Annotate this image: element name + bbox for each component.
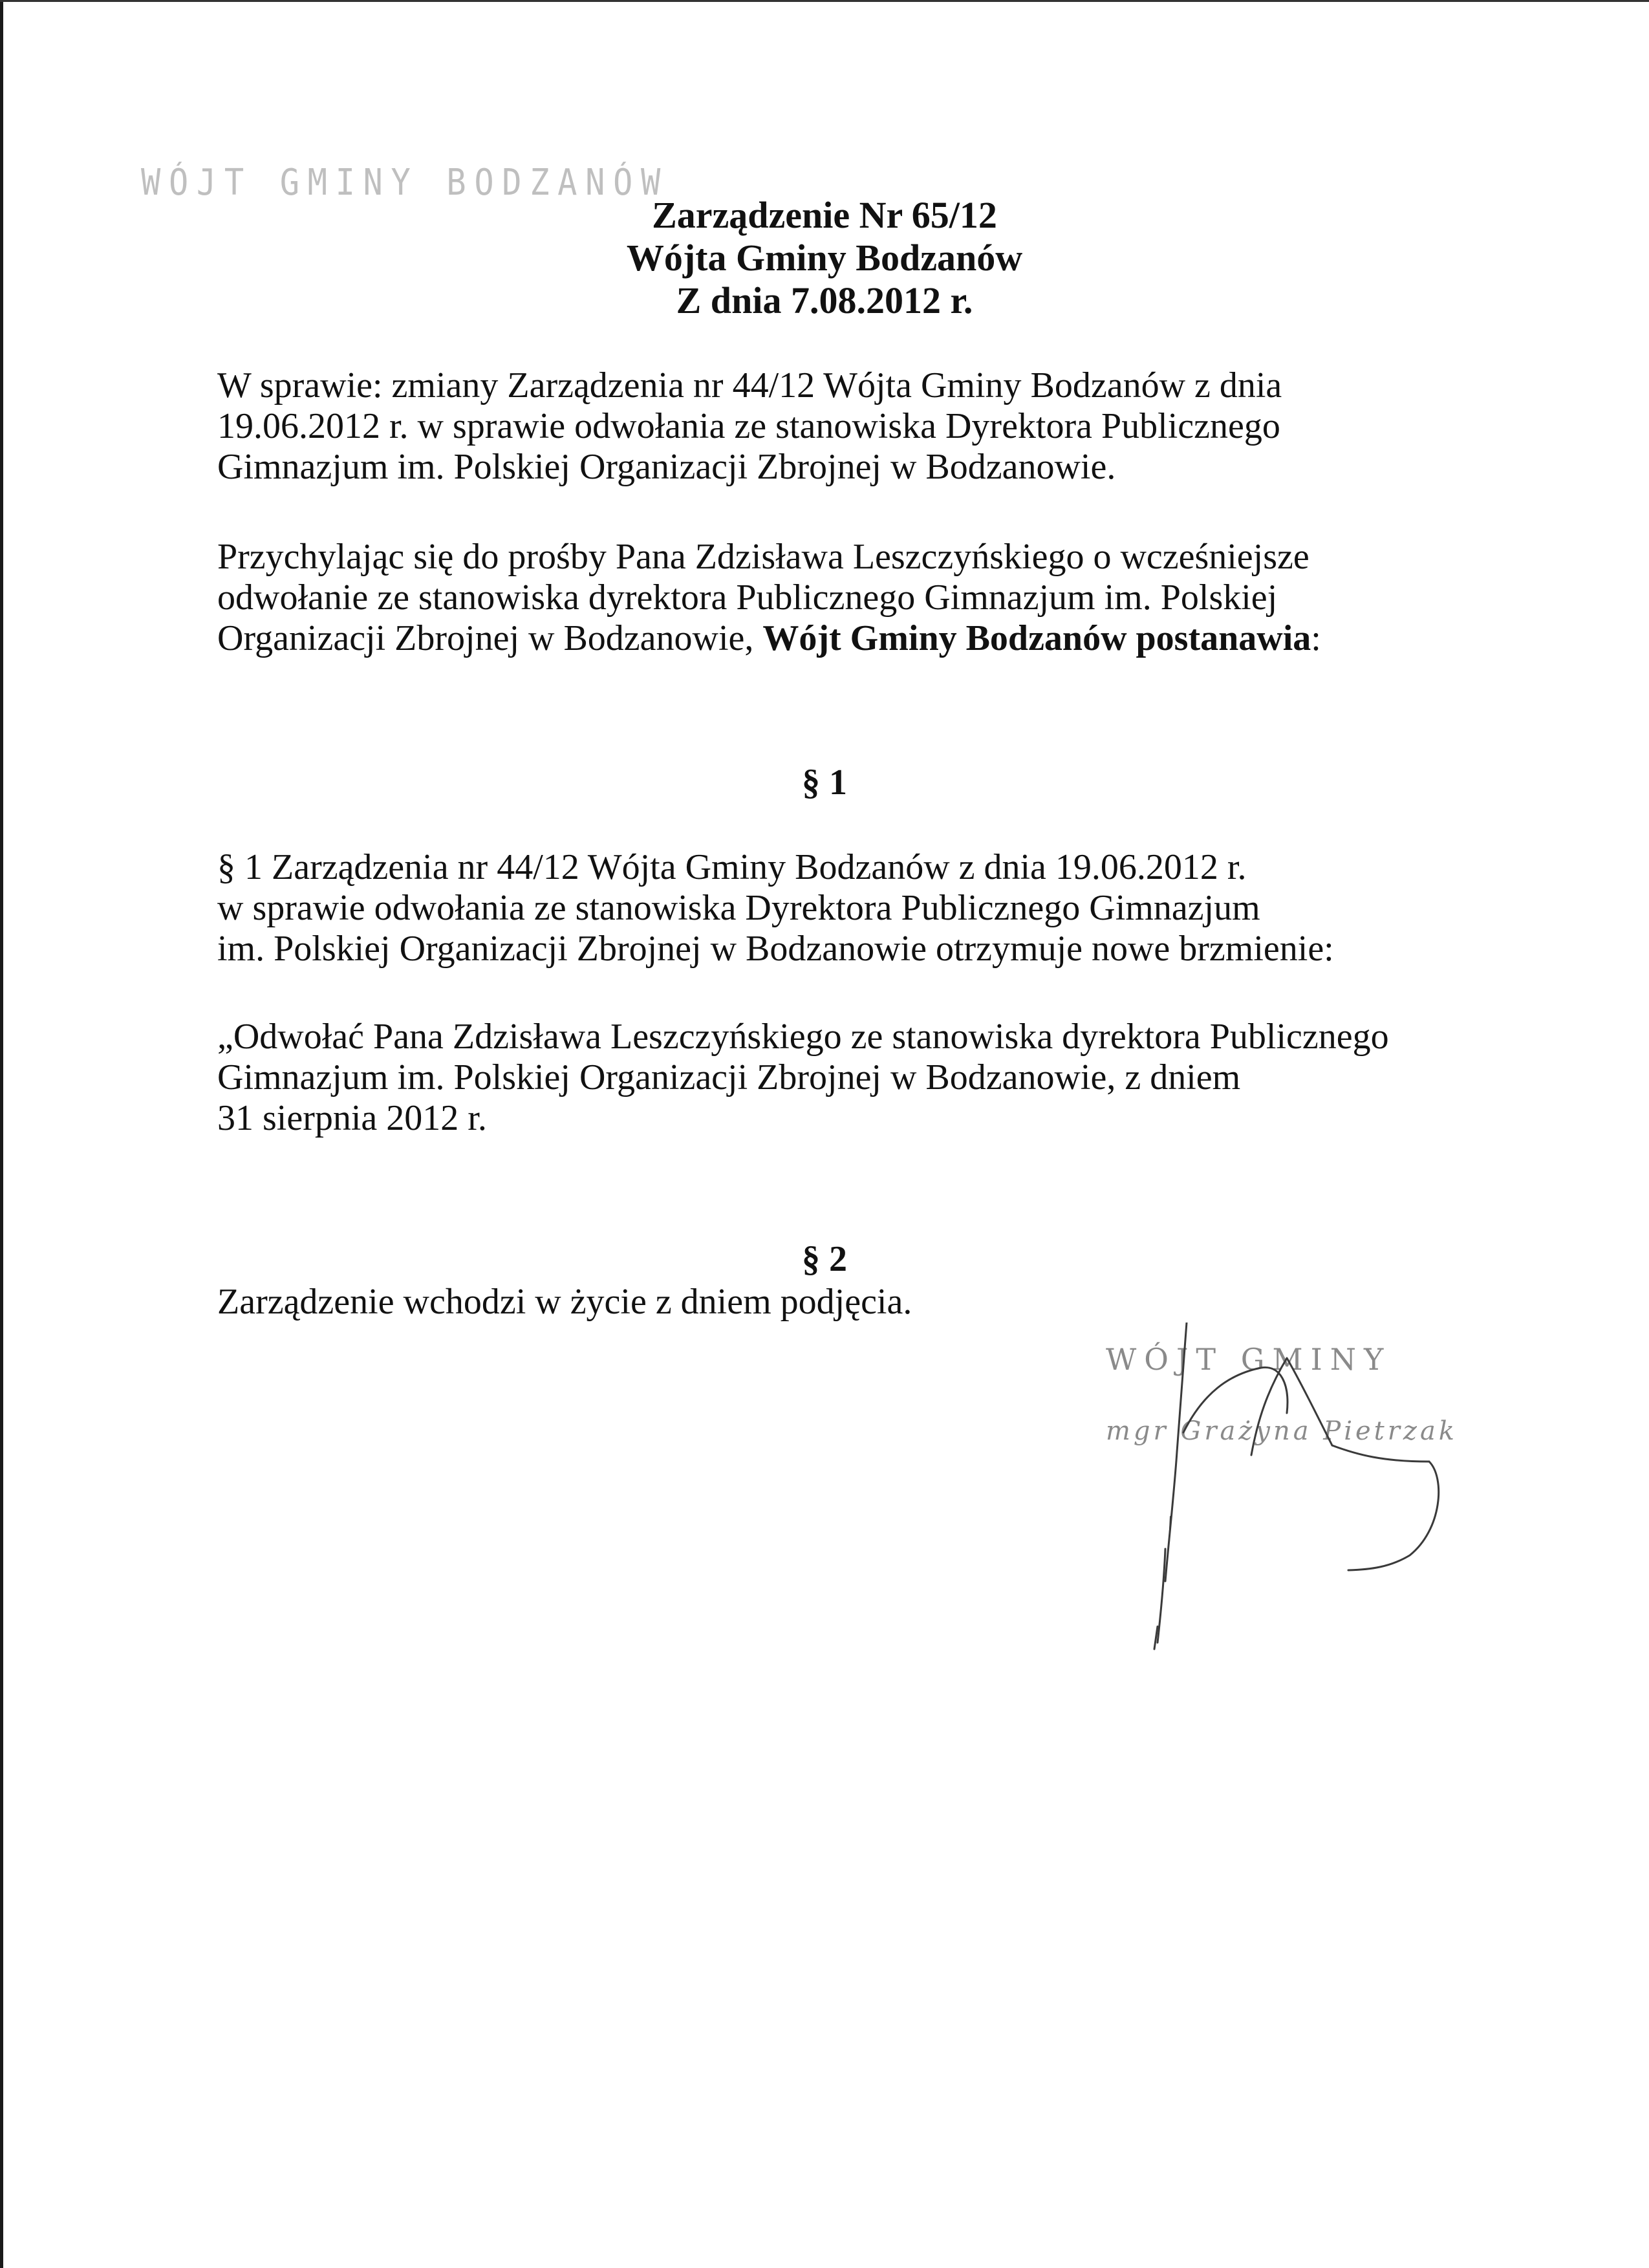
title-line-date: Z dnia 7.08.2012 r. — [676, 279, 973, 321]
title-line-issuer: Wójta Gminy Bodzanów — [626, 237, 1023, 279]
subject-line: 19.06.2012 r. w sprawie odwołania ze stanowiska Dyrektora Publicznego — [217, 406, 1280, 446]
signature-stamp-name: mgr Grażyna Pietrzak — [1106, 1416, 1458, 1446]
preamble-text: Organizacji Zbrojnej w Bodzanowie, — [217, 618, 763, 658]
section-1-line: w sprawie odwołania ze stanowiska Dyrektora Publicznego Gimnazjum — [217, 888, 1260, 928]
section-1-line: im. Polskiej Organizacji Zbrojnej w Bodzanowie otrzymuje nowe brzmienie: — [217, 929, 1334, 969]
document-title-block — [453, 194, 1196, 322]
preamble-paragraph — [217, 537, 1439, 659]
quote-line: „Odwołać Pana Zdzisława Leszczyńskiego ze stanowiska dyrektora Publicznego — [217, 1017, 1389, 1057]
section-1-line: § 1 Zarządzenia nr 44/12 Wójta Gminy Bodzanów z dnia 19.06.2012 r. — [217, 847, 1247, 887]
preamble-line: Przychylając się do prośby Pana Zdzisława Leszczyńskiego o wcześniejsze — [217, 537, 1310, 577]
preamble-line — [217, 618, 1439, 659]
section-2-line: Zarządzenie wchodzi w życie z dniem podjęcia. — [217, 1282, 912, 1322]
subject-paragraph — [217, 365, 1439, 488]
office-stamp-header: WÓJT GMINY BODZANÓW — [141, 162, 669, 204]
scan-edge-top — [0, 0, 1649, 2]
signature-stamp-title: WÓJT GMINY — [1106, 1342, 1392, 1377]
preamble-colon: : — [1311, 618, 1321, 658]
preamble-decision-phrase: Wójt Gminy Bodzanów postanawia — [762, 618, 1311, 658]
section-1-heading: § 1 — [802, 762, 847, 803]
quote-line: 31 sierpnia 2012 r. — [217, 1098, 487, 1138]
section-1-body — [217, 847, 1439, 969]
subject-line: W sprawie: zmiany Zarządzenia nr 44/12 Wójta Gminy Bodzanów z dnia — [217, 365, 1282, 405]
section-1-quote — [217, 1017, 1439, 1139]
title-line-ordinance-number: Zarządzenie Nr 65/12 — [652, 194, 997, 236]
section-2-body — [217, 1282, 1439, 1323]
section-2-heading: § 2 — [802, 1239, 847, 1279]
preamble-line: odwołanie ze stanowiska dyrektora Publicznego Gimnazjum im. Polskiej — [217, 578, 1278, 618]
signature-stamp — [1093, 1323, 1458, 1672]
handwritten-signature — [1093, 1323, 1455, 1672]
scan-edge-left — [0, 0, 3, 2268]
quote-line: Gimnazjum im. Polskiej Organizacji Zbrojnej w Bodzanowie, z dniem — [217, 1057, 1241, 1097]
subject-line: Gimnazjum im. Polskiej Organizacji Zbrojnej w Bodzanowie. — [217, 447, 1116, 487]
